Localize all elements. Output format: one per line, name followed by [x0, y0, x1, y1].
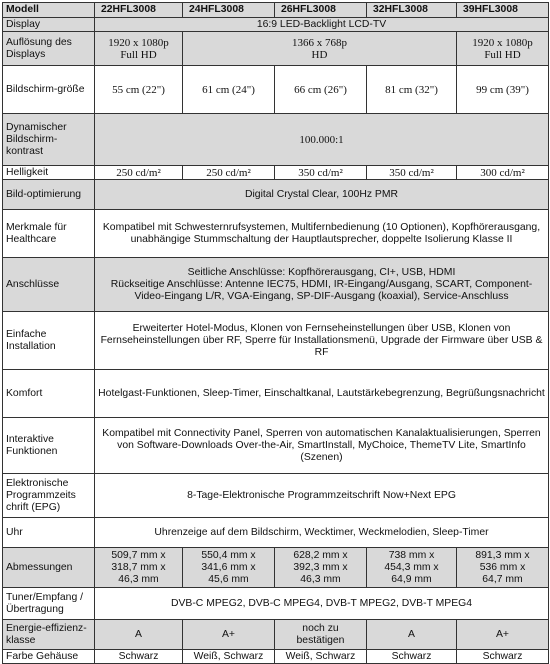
row-tuner	[3, 588, 549, 620]
row-clock	[3, 518, 549, 548]
resolution-value: 1920 x 1080p Full HD	[457, 32, 549, 66]
row-label: Bildschirm-größe	[3, 66, 95, 114]
resolution-value: 1920 x 1080p Full HD	[95, 32, 183, 66]
epg-value: 8-Tage-Elektronische Programmzeitschrift Now+Next EPG	[95, 474, 549, 518]
dimensions-value: 628,2 mm x 392,3 mm x 46,3 mm	[275, 548, 367, 588]
row-label: Display	[3, 18, 95, 32]
clock-value: Uhrenzeige auf dem Bildschirm, Wecktimer, Weckmelodien, Sleep-Timer	[95, 518, 549, 548]
color-value: Schwarz	[95, 650, 183, 664]
row-screen-size	[3, 66, 549, 114]
comfort-value: Hotelgast-Funktionen, Sleep-Timer, Einschaltkanal, Lautstärkebegrenzung, Begrüßungsnachricht	[95, 370, 549, 418]
installation-value: Erweiterter Hotel-Modus, Klonen von Fernseheinstellungen über USB, Klonen von Fernseheinstellungen über RF, Sperre für Installationsmenü, Upgrade der Firmware über USB & RF	[95, 312, 549, 370]
header-model: 24HFL3008	[183, 3, 275, 18]
row-label: Komfort	[3, 370, 95, 418]
row-energy	[3, 620, 549, 650]
row-connections	[3, 258, 549, 312]
spec-table	[2, 2, 549, 664]
row-picture	[3, 180, 549, 210]
row-label: Helligkeit	[3, 166, 95, 180]
row-comfort	[3, 370, 549, 418]
screen-size-value: 99 cm (39")	[457, 66, 549, 114]
resolution-value: 1366 x 768p HD	[183, 32, 457, 66]
row-label: Tuner/Empfang /Übertragung	[3, 588, 95, 620]
interactive-value: Kompatibel mit Connectivity Panel, Sperren von automatischen Kanalaktualisierungen, Sperren von Software-Downloads Over-the-Air, SmartInstall, MyChoice, ThemeTV Lite, SmartInfo (Szenen)	[95, 418, 549, 474]
dimensions-value: 738 mm x 454,3 mm x 64,9 mm	[367, 548, 457, 588]
row-display	[3, 18, 549, 32]
dimensions-value: 891,3 mm x 536 mm x 64,7 mm	[457, 548, 549, 588]
row-installation	[3, 312, 549, 370]
connections-value: Seitliche Anschlüsse: Kopfhörerausgang, CI+, USB, HDMI Rückseitige Anschlüsse: Antenne IEC75, HDMI, IR-Eingang/Ausgang, SCART, Component-Video-Eingang L/R, VGA-Eingang, SP-DIF-Ausgang (koaxial), Service-Anschluss	[95, 258, 549, 312]
tuner-value: DVB-C MPEG2, DVB-C MPEG4, DVB-T MPEG2, DVB-T MPEG4	[95, 588, 549, 620]
color-value: Weiß, Schwarz	[183, 650, 275, 664]
dimensions-value: 550,4 mm x 341,6 mm x 45,6 mm	[183, 548, 275, 588]
header-model: 26HFL3008	[275, 3, 367, 18]
row-label: Energie-effizienz-klasse	[3, 620, 95, 650]
row-contrast	[3, 114, 549, 166]
display-value: 16:9 LED-Backlight LCD-TV	[95, 18, 549, 32]
row-healthcare	[3, 210, 549, 258]
dimensions-value: 509,7 mm x 318,7 mm x 46,3 mm	[95, 548, 183, 588]
row-color	[3, 650, 549, 664]
row-label: Auflösung des Displays	[3, 32, 95, 66]
row-label: Elektronische Programmzeits chrift (EPG)	[3, 474, 95, 518]
header-model: 32HFL3008	[367, 3, 457, 18]
screen-size-value: 81 cm (32")	[367, 66, 457, 114]
row-brightness	[3, 166, 549, 180]
energy-value: A+	[457, 620, 549, 650]
row-interactive	[3, 418, 549, 474]
energy-value: A	[367, 620, 457, 650]
brightness-value: 350 cd/m²	[275, 166, 367, 180]
color-value: Weiß, Schwarz	[275, 650, 367, 664]
healthcare-value: Kompatibel mit Schwesternrufsystemen, Multifernbedienung (10 Optionen), Kopfhörerausgang, unabhängige Stummschaltung der Hauptlautsprecher, doppelte Isolierung Klasse II	[95, 210, 549, 258]
brightness-value: 250 cd/m²	[183, 166, 275, 180]
energy-value: A+	[183, 620, 275, 650]
header-model: 39HFL3008	[457, 3, 549, 18]
color-value: Schwarz	[367, 650, 457, 664]
row-label: Farbe Gehäuse	[3, 650, 95, 664]
row-label: Merkmale für Healthcare	[3, 210, 95, 258]
row-resolution	[3, 32, 549, 66]
picture-value: Digital Crystal Clear, 100Hz PMR	[95, 180, 549, 210]
row-epg	[3, 474, 549, 518]
contrast-value: 100.000:1	[95, 114, 549, 166]
header-row	[3, 3, 549, 18]
energy-value: noch zu bestätigen	[275, 620, 367, 650]
brightness-value: 250 cd/m²	[95, 166, 183, 180]
screen-size-value: 61 cm (24")	[183, 66, 275, 114]
row-label: Bild-optimierung	[3, 180, 95, 210]
header-label: Modell	[3, 3, 95, 18]
energy-value: A	[95, 620, 183, 650]
row-label: Interaktive Funktionen	[3, 418, 95, 474]
row-label: Abmessungen	[3, 548, 95, 588]
row-label: Uhr	[3, 518, 95, 548]
row-label: Dynamischer Bildschirm-kontrast	[3, 114, 95, 166]
brightness-value: 350 cd/m²	[367, 166, 457, 180]
screen-size-value: 66 cm (26")	[275, 66, 367, 114]
brightness-value: 300 cd/m²	[457, 166, 549, 180]
screen-size-value: 55 cm (22")	[95, 66, 183, 114]
row-dimensions	[3, 548, 549, 588]
row-label: Einfache Installation	[3, 312, 95, 370]
color-value: Schwarz	[457, 650, 549, 664]
header-model: 22HFL3008	[95, 3, 183, 18]
row-label: Anschlüsse	[3, 258, 95, 312]
